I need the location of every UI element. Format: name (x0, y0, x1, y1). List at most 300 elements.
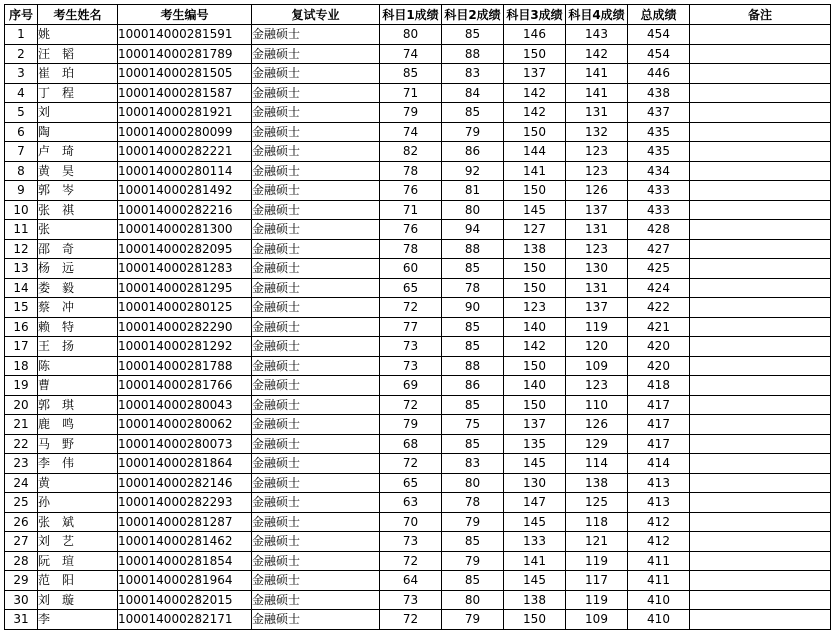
cell-score4: 120 (566, 337, 628, 357)
cell-name (38, 395, 118, 415)
name-given: 艺 (62, 534, 75, 549)
cell-id: 100014000282015 (118, 590, 252, 610)
cell-no: 23 (5, 454, 38, 474)
table-row (5, 434, 831, 454)
cell-score3: 142 (504, 103, 566, 123)
cell-score1: 70 (380, 512, 442, 532)
cell-total: 435 (628, 122, 690, 142)
cell-major: 金融硕士 (252, 278, 380, 298)
cell-score4: 119 (566, 317, 628, 337)
cell-score1: 71 (380, 200, 442, 220)
cell-id: 100014000281283 (118, 259, 252, 279)
cell-name (38, 590, 118, 610)
cell-total: 420 (628, 337, 690, 357)
cell-id: 100014000282221 (118, 142, 252, 162)
cell-score2: 84 (442, 83, 504, 103)
table-row (5, 239, 831, 259)
cell-score3: 150 (504, 395, 566, 415)
cell-major: 金融硕士 (252, 356, 380, 376)
cell-note (690, 493, 831, 513)
cell-no: 15 (5, 298, 38, 318)
cell-score2: 86 (442, 142, 504, 162)
cell-id: 100014000281854 (118, 551, 252, 571)
cell-note (690, 337, 831, 357)
cell-score4: 121 (566, 532, 628, 552)
table-row (5, 220, 831, 240)
cell-score1: 71 (380, 83, 442, 103)
name-redacted (50, 437, 62, 451)
cell-no: 9 (5, 181, 38, 201)
table-row (5, 454, 831, 474)
cell-total: 454 (628, 44, 690, 64)
cell-id: 100014000281287 (118, 512, 252, 532)
cell-note (690, 473, 831, 493)
name-given: 珀 (62, 66, 75, 81)
cell-score3: 130 (504, 473, 566, 493)
cell-score4: 109 (566, 356, 628, 376)
cell-score4: 119 (566, 590, 628, 610)
cell-score1: 72 (380, 395, 442, 415)
cell-total: 428 (628, 220, 690, 240)
name-surname: 孙 (38, 495, 51, 510)
cell-score2: 94 (442, 220, 504, 240)
cell-name (38, 278, 118, 298)
cell-total: 413 (628, 493, 690, 513)
table-row (5, 395, 831, 415)
cell-score1: 73 (380, 532, 442, 552)
table-row (5, 512, 831, 532)
cell-id: 100014000281788 (118, 356, 252, 376)
cell-note (690, 317, 831, 337)
cell-id: 100014000282290 (118, 317, 252, 337)
table-row (5, 610, 831, 630)
cell-name (38, 239, 118, 259)
header-cell-no: 序号 (5, 5, 38, 25)
name-surname: 曹 (38, 378, 51, 393)
cell-note (690, 64, 831, 84)
cell-score4: 114 (566, 454, 628, 474)
cell-major: 金融硕士 (252, 259, 380, 279)
name-redacted (50, 242, 62, 256)
cell-name (38, 161, 118, 181)
name-redacted (50, 125, 62, 139)
cell-score2: 85 (442, 395, 504, 415)
cell-major: 金融硕士 (252, 415, 380, 435)
cell-score3: 138 (504, 590, 566, 610)
cell-no: 31 (5, 610, 38, 630)
cell-name (38, 259, 118, 279)
cell-note (690, 610, 831, 630)
cell-score2: 85 (442, 25, 504, 45)
cell-score4: 109 (566, 610, 628, 630)
name-surname: 郭 (38, 183, 51, 198)
cell-major: 金融硕士 (252, 454, 380, 474)
name-redacted (50, 339, 62, 353)
name-surname: 阮 (38, 553, 51, 568)
name-surname: 刘 (38, 534, 51, 549)
name-redacted (50, 417, 62, 431)
name-redacted (50, 261, 62, 275)
name-surname: 姚 (38, 27, 51, 42)
cell-score1: 74 (380, 122, 442, 142)
table-row (5, 317, 831, 337)
cell-no: 30 (5, 590, 38, 610)
cell-name (38, 64, 118, 84)
cell-score2: 85 (442, 337, 504, 357)
cell-note (690, 551, 831, 571)
header-cell-id: 考生编号 (118, 5, 252, 25)
name-surname: 崔 (38, 66, 51, 81)
cell-total: 411 (628, 551, 690, 571)
name-given: 阳 (62, 573, 75, 588)
table-row (5, 376, 831, 396)
cell-score4: 118 (566, 512, 628, 532)
table-row (5, 298, 831, 318)
cell-no: 18 (5, 356, 38, 376)
cell-id: 100014000281505 (118, 64, 252, 84)
name-surname: 郭 (38, 397, 51, 412)
cell-score2: 88 (442, 239, 504, 259)
cell-name (38, 103, 118, 123)
name-redacted (50, 612, 62, 626)
cell-note (690, 415, 831, 435)
name-surname: 杨 (38, 261, 51, 276)
cell-no: 5 (5, 103, 38, 123)
cell-total: 412 (628, 532, 690, 552)
table-row (5, 122, 831, 142)
cell-no: 8 (5, 161, 38, 181)
name-surname: 邵 (38, 241, 51, 256)
cell-id: 100014000281300 (118, 220, 252, 240)
cell-major: 金融硕士 (252, 142, 380, 162)
cell-id: 100014000281587 (118, 83, 252, 103)
cell-note (690, 83, 831, 103)
cell-no: 25 (5, 493, 38, 513)
cell-score4: 123 (566, 142, 628, 162)
cell-note (690, 103, 831, 123)
cell-score1: 79 (380, 415, 442, 435)
cell-note (690, 220, 831, 240)
name-surname: 卢 (38, 144, 51, 159)
name-given: 野 (62, 436, 75, 451)
table-row (5, 571, 831, 591)
cell-major: 金融硕士 (252, 44, 380, 64)
cell-score2: 85 (442, 317, 504, 337)
table-row (5, 259, 831, 279)
name-given: 扬 (62, 339, 75, 354)
cell-score3: 145 (504, 512, 566, 532)
cell-id: 100014000280125 (118, 298, 252, 318)
cell-major: 金融硕士 (252, 610, 380, 630)
cell-major: 金融硕士 (252, 376, 380, 396)
cell-score2: 85 (442, 259, 504, 279)
cell-name (38, 122, 118, 142)
cell-score3: 147 (504, 493, 566, 513)
name-redacted (50, 456, 62, 470)
cell-score3: 138 (504, 239, 566, 259)
name-redacted (50, 378, 62, 392)
cell-score2: 88 (442, 356, 504, 376)
cell-no: 16 (5, 317, 38, 337)
cell-total: 446 (628, 64, 690, 84)
cell-score2: 83 (442, 64, 504, 84)
cell-note (690, 278, 831, 298)
cell-id: 100014000280099 (118, 122, 252, 142)
header-cell-note: 备注 (690, 5, 831, 25)
cell-score3: 150 (504, 356, 566, 376)
cell-score2: 80 (442, 200, 504, 220)
name-surname: 黄 (38, 163, 51, 178)
cell-name (38, 200, 118, 220)
cell-major: 金融硕士 (252, 181, 380, 201)
name-given: 奇 (62, 241, 75, 256)
cell-major: 金融硕士 (252, 64, 380, 84)
cell-note (690, 571, 831, 591)
cell-major: 金融硕士 (252, 532, 380, 552)
table-row (5, 64, 831, 84)
table-row (5, 590, 831, 610)
cell-major: 金融硕士 (252, 83, 380, 103)
cell-score4: 126 (566, 181, 628, 201)
cell-total: 414 (628, 454, 690, 474)
name-surname: 鹿 (38, 417, 51, 432)
cell-name (38, 551, 118, 571)
cell-score4: 123 (566, 161, 628, 181)
cell-major: 金融硕士 (252, 434, 380, 454)
table-row (5, 337, 831, 357)
cell-note (690, 161, 831, 181)
name-given: 昊 (62, 163, 75, 178)
cell-note (690, 590, 831, 610)
cell-score3: 137 (504, 64, 566, 84)
name-surname: 丁 (38, 85, 51, 100)
cell-total: 454 (628, 25, 690, 45)
cell-major: 金融硕士 (252, 473, 380, 493)
name-redacted (50, 495, 62, 509)
cell-score2: 75 (442, 415, 504, 435)
table-row (5, 181, 831, 201)
header-cell-score3: 科目3成绩 (504, 5, 566, 25)
cell-score4: 143 (566, 25, 628, 45)
cell-total: 412 (628, 512, 690, 532)
cell-score1: 77 (380, 317, 442, 337)
cell-no: 21 (5, 415, 38, 435)
cell-score3: 142 (504, 337, 566, 357)
cell-score4: 123 (566, 376, 628, 396)
cell-no: 13 (5, 259, 38, 279)
cell-no: 27 (5, 532, 38, 552)
header-cell-score1: 科目1成绩 (380, 5, 442, 25)
cell-total: 438 (628, 83, 690, 103)
name-redacted (50, 476, 62, 490)
cell-no: 4 (5, 83, 38, 103)
header-cell-major: 复试专业 (252, 5, 380, 25)
name-redacted (50, 398, 62, 412)
cell-score2: 85 (442, 571, 504, 591)
cell-score1: 68 (380, 434, 442, 454)
cell-note (690, 122, 831, 142)
table-row (5, 415, 831, 435)
cell-name (38, 571, 118, 591)
cell-score3: 150 (504, 181, 566, 201)
name-redacted (50, 47, 62, 61)
cell-score3: 142 (504, 83, 566, 103)
cell-score3: 141 (504, 161, 566, 181)
cell-score4: 131 (566, 220, 628, 240)
name-surname: 王 (38, 339, 51, 354)
cell-score4: 141 (566, 83, 628, 103)
name-surname: 马 (38, 436, 51, 451)
cell-note (690, 259, 831, 279)
cell-score1: 79 (380, 103, 442, 123)
name-redacted (50, 203, 62, 217)
cell-major: 金融硕士 (252, 395, 380, 415)
cell-id: 100014000281292 (118, 337, 252, 357)
cell-name (38, 44, 118, 64)
cell-no: 19 (5, 376, 38, 396)
cell-score1: 76 (380, 220, 442, 240)
cell-note (690, 25, 831, 45)
cell-score1: 72 (380, 298, 442, 318)
cell-score1: 73 (380, 356, 442, 376)
cell-score1: 69 (380, 376, 442, 396)
cell-id: 100014000281492 (118, 181, 252, 201)
table-row (5, 25, 831, 45)
cell-score3: 145 (504, 200, 566, 220)
name-surname: 黄 (38, 475, 51, 490)
cell-note (690, 454, 831, 474)
name-given: 冲 (62, 300, 75, 315)
cell-score3: 145 (504, 454, 566, 474)
cell-major: 金融硕士 (252, 337, 380, 357)
cell-score1: 72 (380, 610, 442, 630)
cell-id: 100014000281462 (118, 532, 252, 552)
cell-note (690, 200, 831, 220)
table-row (5, 161, 831, 181)
cell-total: 420 (628, 356, 690, 376)
table-row (5, 103, 831, 123)
cell-id: 100014000281964 (118, 571, 252, 591)
cell-score1: 65 (380, 473, 442, 493)
cell-total: 422 (628, 298, 690, 318)
cell-score2: 85 (442, 434, 504, 454)
name-given: 鸣 (62, 417, 75, 432)
cell-id: 100014000282171 (118, 610, 252, 630)
name-given: 瑄 (62, 553, 75, 568)
cell-name (38, 181, 118, 201)
cell-id: 100014000281864 (118, 454, 252, 474)
cell-major: 金融硕士 (252, 103, 380, 123)
cell-score1: 78 (380, 239, 442, 259)
cell-note (690, 434, 831, 454)
cell-score4: 119 (566, 551, 628, 571)
cell-score2: 85 (442, 103, 504, 123)
cell-name (38, 220, 118, 240)
cell-score2: 78 (442, 278, 504, 298)
name-surname: 刘 (38, 592, 51, 607)
cell-name (38, 356, 118, 376)
cell-score3: 141 (504, 551, 566, 571)
cell-name (38, 142, 118, 162)
cell-id: 100014000282216 (118, 200, 252, 220)
cell-score3: 135 (504, 434, 566, 454)
cell-score1: 72 (380, 551, 442, 571)
name-redacted (50, 320, 62, 334)
name-given: 远 (62, 261, 75, 276)
cell-score3: 137 (504, 415, 566, 435)
name-redacted (50, 183, 62, 197)
cell-major: 金融硕士 (252, 551, 380, 571)
cell-name (38, 610, 118, 630)
cell-score3: 146 (504, 25, 566, 45)
cell-major: 金融硕士 (252, 512, 380, 532)
cell-id: 100014000280114 (118, 161, 252, 181)
cell-score4: 131 (566, 103, 628, 123)
name-given: 琪 (62, 397, 75, 412)
name-given: 毅 (62, 280, 75, 295)
cell-score4: 137 (566, 298, 628, 318)
cell-note (690, 44, 831, 64)
cell-id: 100014000282095 (118, 239, 252, 259)
name-redacted (50, 554, 62, 568)
cell-note (690, 239, 831, 259)
cell-no: 24 (5, 473, 38, 493)
table-row (5, 142, 831, 162)
header-cell-name: 考生姓名 (38, 5, 118, 25)
cell-total: 421 (628, 317, 690, 337)
cell-major: 金融硕士 (252, 161, 380, 181)
cell-score2: 86 (442, 376, 504, 396)
name-surname: 李 (38, 456, 51, 471)
cell-total: 427 (628, 239, 690, 259)
cell-no: 29 (5, 571, 38, 591)
cell-no: 11 (5, 220, 38, 240)
cell-score4: 123 (566, 239, 628, 259)
name-surname: 张 (38, 222, 51, 237)
cell-name (38, 532, 118, 552)
name-surname: 范 (38, 573, 51, 588)
name-surname: 赖 (38, 319, 51, 334)
cell-major: 金融硕士 (252, 122, 380, 142)
cell-name (38, 493, 118, 513)
name-given: 斌 (62, 514, 75, 529)
cell-total: 433 (628, 181, 690, 201)
name-redacted (50, 105, 62, 119)
cell-score3: 150 (504, 278, 566, 298)
cell-id: 100014000280043 (118, 395, 252, 415)
cell-no: 20 (5, 395, 38, 415)
cell-note (690, 395, 831, 415)
cell-score2: 92 (442, 161, 504, 181)
cell-score1: 73 (380, 337, 442, 357)
table-body (5, 25, 831, 630)
cell-score4: 132 (566, 122, 628, 142)
name-surname: 刘 (38, 105, 51, 120)
name-given: 璇 (62, 592, 75, 607)
cell-major: 金融硕士 (252, 590, 380, 610)
cell-score2: 80 (442, 590, 504, 610)
name-redacted (50, 515, 62, 529)
cell-no: 10 (5, 200, 38, 220)
cell-id: 100014000280073 (118, 434, 252, 454)
cell-score4: 130 (566, 259, 628, 279)
cell-score1: 78 (380, 161, 442, 181)
name-surname: 汪 (38, 46, 51, 61)
cell-score2: 88 (442, 44, 504, 64)
cell-note (690, 298, 831, 318)
header-cell-total: 总成绩 (628, 5, 690, 25)
cell-total: 424 (628, 278, 690, 298)
